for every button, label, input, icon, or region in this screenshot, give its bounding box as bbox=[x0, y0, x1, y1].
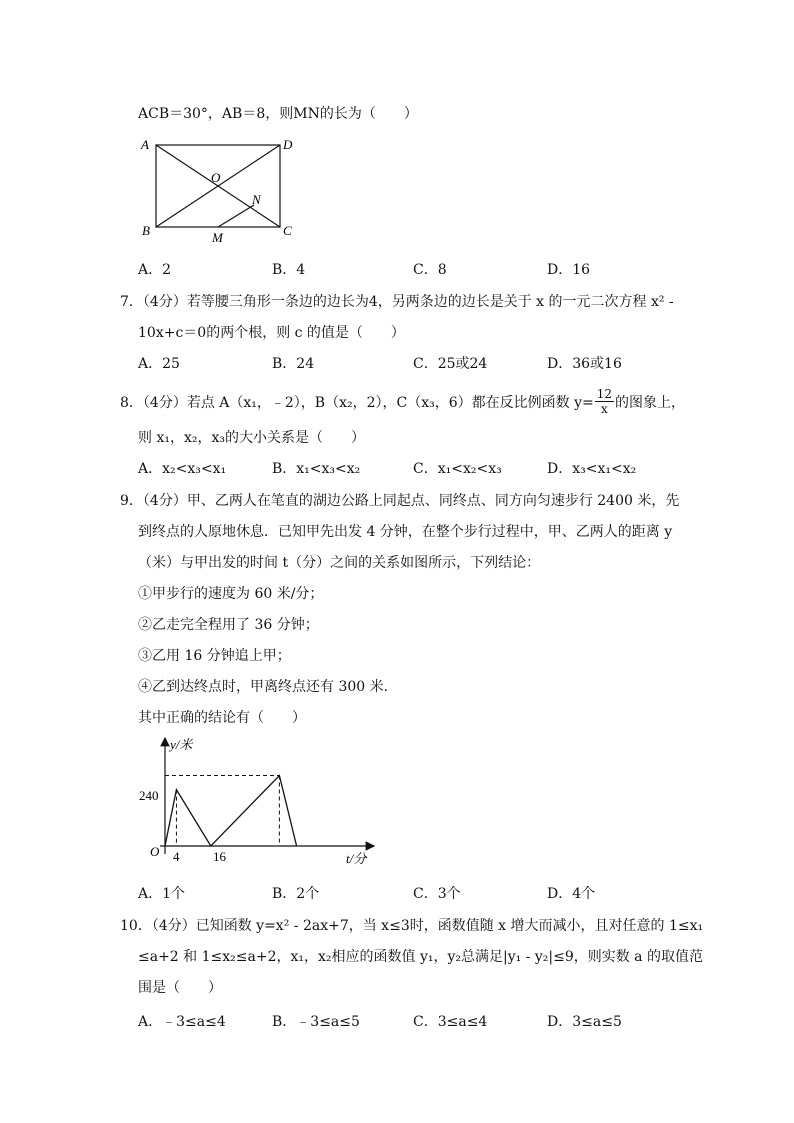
y-axis-label: y/米 bbox=[170, 737, 193, 752]
q9-conclusion-3: ③乙用 16 分钟追上甲； bbox=[138, 648, 291, 664]
label-d: D bbox=[283, 137, 293, 152]
label-a: A bbox=[141, 137, 149, 152]
q9-option-c[interactable]: C．3个 bbox=[413, 886, 461, 902]
x-tick-16: 16 bbox=[213, 849, 226, 864]
q10-option-c[interactable]: C．3≤a≤4 bbox=[413, 1014, 488, 1030]
q8-stem-post: 的图象上， bbox=[615, 394, 685, 411]
q9-option-b[interactable]: B．2个 bbox=[272, 886, 320, 902]
q10-stem-line2: ≤a+2 和 1≤x₂≤a+2，x₁，x₂相应的函数值 y₁，y₂总满足|y₁ - y₂|≤9，则实数 a 的取值范 bbox=[138, 949, 703, 965]
label-m: M bbox=[212, 230, 223, 245]
q6-option-c[interactable]: C．8 bbox=[413, 262, 447, 278]
q9-option-a[interactable]: A．1个 bbox=[138, 886, 186, 902]
q8-fraction-denominator: x bbox=[600, 402, 608, 416]
q9-question: 其中正确的结论有（ ） bbox=[138, 710, 306, 726]
distance-series-line bbox=[165, 776, 297, 847]
q9-stem-line2: 到终点的人原地休息．已知甲先出发 4 分钟，在整个步行过程中，甲、乙两人的距离 y bbox=[138, 524, 673, 540]
x-tick-4: 4 bbox=[173, 849, 180, 864]
q8-fraction-numerator: 12 bbox=[596, 387, 612, 401]
origin-label: O bbox=[150, 844, 160, 859]
q9-conclusion-4: ④乙到达终点时，甲离终点还有 300 米． bbox=[138, 679, 398, 695]
q6-option-a[interactable]: A．2 bbox=[138, 262, 172, 278]
q8-option-c[interactable]: C．x₁<x₂<x₃ bbox=[413, 461, 502, 477]
q9-stem-line3: （米）与甲出发的时间 t（分）之间的关系如图所示，下列结论： bbox=[138, 555, 541, 571]
q8-option-d[interactable]: D．x₃<x₁<x₂ bbox=[547, 461, 637, 477]
q7-stem-line2: 10x+c＝0的两个根，则 c 的值是（ ） bbox=[138, 325, 405, 341]
label-b: B bbox=[142, 223, 150, 238]
q7-stem-line1: 7．（4分）若等腰三角形一条边的边长为4，另两条边的边长是关于 x 的一元二次方程 x² - bbox=[120, 294, 674, 310]
q7-option-b[interactable]: B．24 bbox=[272, 356, 315, 372]
q8-stem-line1 bbox=[120, 387, 685, 416]
q9-option-d[interactable]: D．4个 bbox=[547, 886, 596, 902]
q10-stem-line1: 10．（4分）已知函数 y=x² - 2ax+7，当 x≤3时，函数值随 x 增大而减小，且对任意的 1≤x₁ bbox=[120, 918, 704, 934]
q8-stem-line2: 则 x₁，x₂，x₃的大小关系是（ ） bbox=[138, 430, 365, 446]
q9-stem-line1: 9．（4分）甲、乙两人在笔直的湖边公路上同起点、同终点、同方向匀速步行 2400 米，先 bbox=[120, 493, 680, 509]
q9-conclusion-1: ①甲步行的速度为 60 米/分； bbox=[138, 586, 324, 602]
q8-option-b[interactable]: B．x₁<x₃<x₂ bbox=[272, 461, 361, 477]
y-tick-240: 240 bbox=[139, 788, 159, 803]
q8-fraction bbox=[595, 387, 614, 416]
q10-stem-line3: 围是（ ） bbox=[138, 980, 222, 996]
q9-conclusion-2: ②乙走完全程用了 36 分钟； bbox=[138, 617, 319, 633]
q8-option-a[interactable]: A．x₂<x₃<x₁ bbox=[138, 461, 227, 477]
q6-option-d[interactable]: D．16 bbox=[547, 262, 591, 278]
q6-continuation: ACB＝30°，AB＝8，则MN的长为（ ） bbox=[138, 106, 418, 122]
q7-option-c[interactable]: C．25或24 bbox=[413, 356, 488, 372]
q9-distance-time-chart bbox=[130, 732, 390, 872]
q10-option-d[interactable]: D．3≤a≤5 bbox=[547, 1014, 622, 1030]
q7-option-d[interactable]: D．36或16 bbox=[547, 356, 622, 372]
x-axis-label: t/分 bbox=[346, 851, 367, 866]
q7-option-a[interactable]: A．25 bbox=[138, 356, 180, 372]
q10-option-a[interactable]: A．﹣3≤a≤4 bbox=[138, 1014, 226, 1030]
q10-option-b[interactable]: B．﹣3≤a≤5 bbox=[272, 1014, 360, 1030]
label-n: N bbox=[252, 192, 261, 207]
segment-mn bbox=[218, 205, 254, 227]
label-c: C bbox=[283, 223, 292, 238]
q6-rectangle-figure bbox=[136, 132, 306, 247]
q6-option-b[interactable]: B．4 bbox=[272, 262, 306, 278]
label-o: O bbox=[211, 170, 221, 185]
q8-stem-pre: 8．（4分）若点 A（x₁，﹣2），B（x₂，2），C（x₃，6）都在反比例函数 y= bbox=[120, 394, 594, 411]
